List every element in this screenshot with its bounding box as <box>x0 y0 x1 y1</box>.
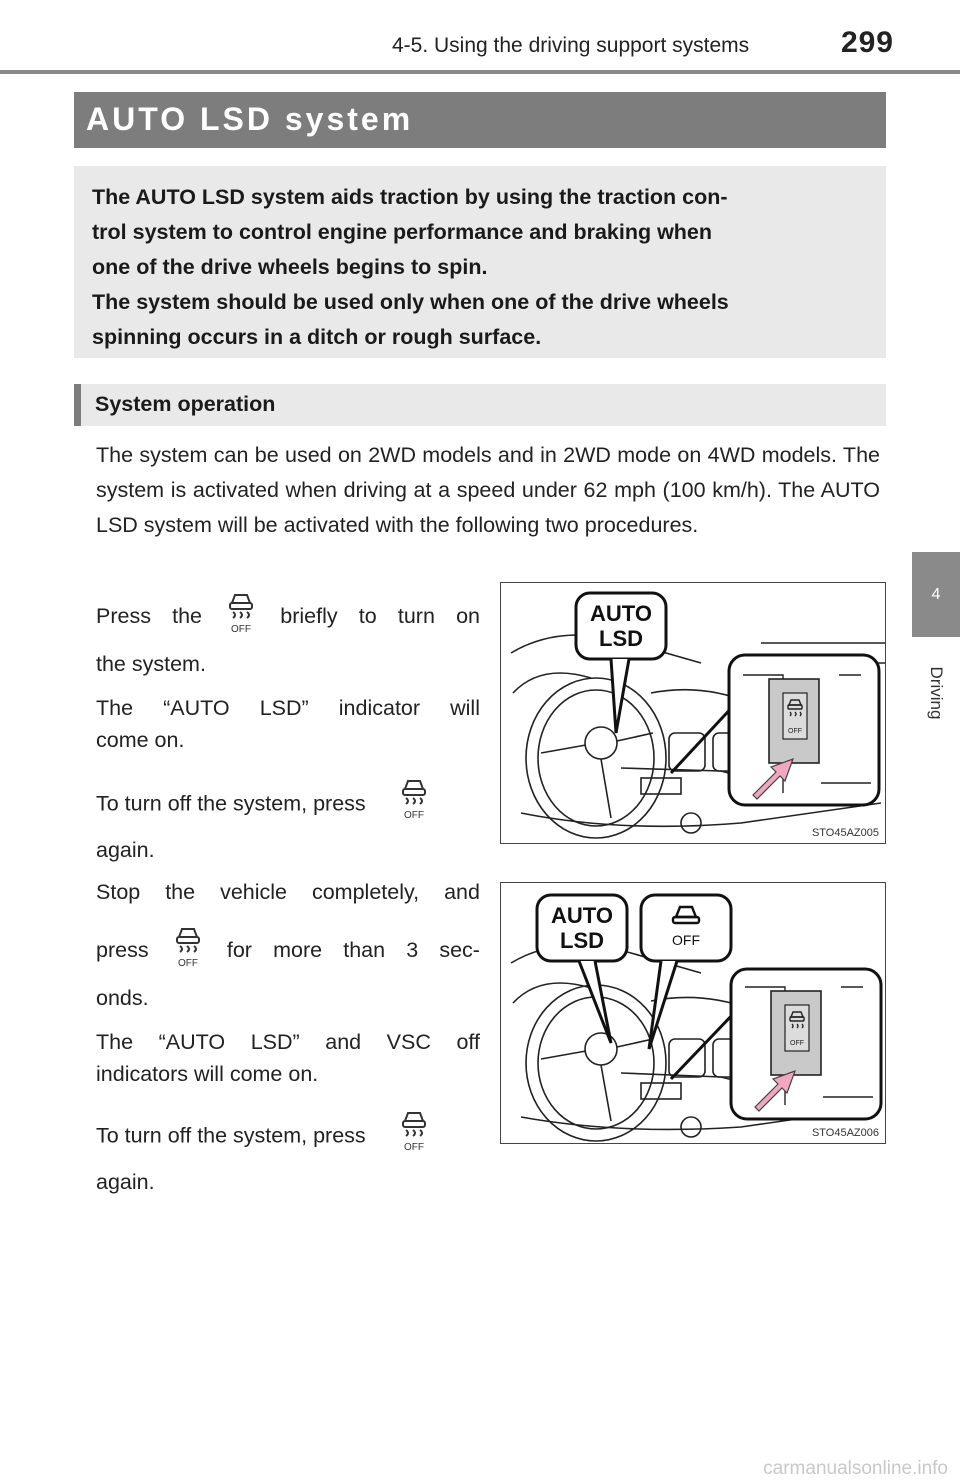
svg-text:LSD: LSD <box>560 928 604 953</box>
page-title: AUTO LSD system <box>86 101 414 137</box>
figure-code: STO45AZ005 <box>811 827 879 839</box>
svg-text:OFF: OFF <box>403 1142 424 1153</box>
traction-off-icon <box>170 924 206 970</box>
page-header <box>0 0 960 74</box>
body-paragraph: The system can be used on 2WD models and in 2WD mode on 4WD models. The system is activated when driving at a speed under 62 mph (100 km/h). The AUTO LSD system will be activated with the following two procedures. <box>96 443 880 537</box>
svg-text:OFF: OFF <box>177 958 198 969</box>
section-subheading <box>74 384 886 426</box>
svg-text:OFF: OFF <box>788 728 802 735</box>
svg-text:OFF: OFF <box>672 932 700 948</box>
header-divider <box>0 70 960 74</box>
intro-line: spinning occurs in a ditch or rough surface. <box>92 325 542 349</box>
intro-line: trol system to control engine performance and braking when <box>92 220 713 244</box>
svg-text:LSD: LSD <box>599 626 643 651</box>
intro-line: The system should be used only when one of the drive wheels <box>92 290 729 314</box>
svg-text:AUTO: AUTO <box>551 903 613 928</box>
step-1: Press the OFF briefly to turn on the system. The “AUTO LSD” indicator will come on. To turn off the system, press OFF again. <box>96 590 480 870</box>
step-2: Stop the vehicle completely, and press OFF for more than 3 sec- onds. The “AUTO LSD” and VSC off indicators will come on. To turn off the system, press OFF again. <box>96 880 480 1194</box>
figure-1 <box>500 582 886 844</box>
traction-off-icon <box>396 1108 432 1154</box>
traction-off-icon <box>223 590 259 636</box>
intro-box <box>74 166 886 358</box>
svg-text:OFF: OFF <box>790 1040 804 1047</box>
subheading-text: System operation <box>95 392 276 416</box>
intro-line: The AUTO LSD system aids traction by using the traction con- <box>92 185 728 209</box>
svg-text:AUTO: AUTO <box>590 601 652 626</box>
intro-line: one of the drive wheels begins to spin. <box>92 255 488 279</box>
figure-code: STO45AZ006 <box>811 1127 879 1139</box>
svg-text:OFF: OFF <box>403 810 424 821</box>
chapter-tab: 4 <box>912 552 960 637</box>
dashboard-illustration <box>501 583 886 844</box>
figure-2 <box>500 882 886 1144</box>
section-title: 4-5. Using the driving support systems <box>392 34 750 57</box>
title-bar <box>74 92 886 148</box>
traction-off-icon <box>396 776 432 822</box>
watermark: carmanualsonline.info <box>763 1458 948 1479</box>
dashboard-illustration <box>501 883 886 1144</box>
chapter-label <box>918 648 954 738</box>
page-number: 299 <box>840 26 894 59</box>
svg-text:OFF: OFF <box>231 624 252 635</box>
chapter-name: Driving <box>927 666 946 720</box>
